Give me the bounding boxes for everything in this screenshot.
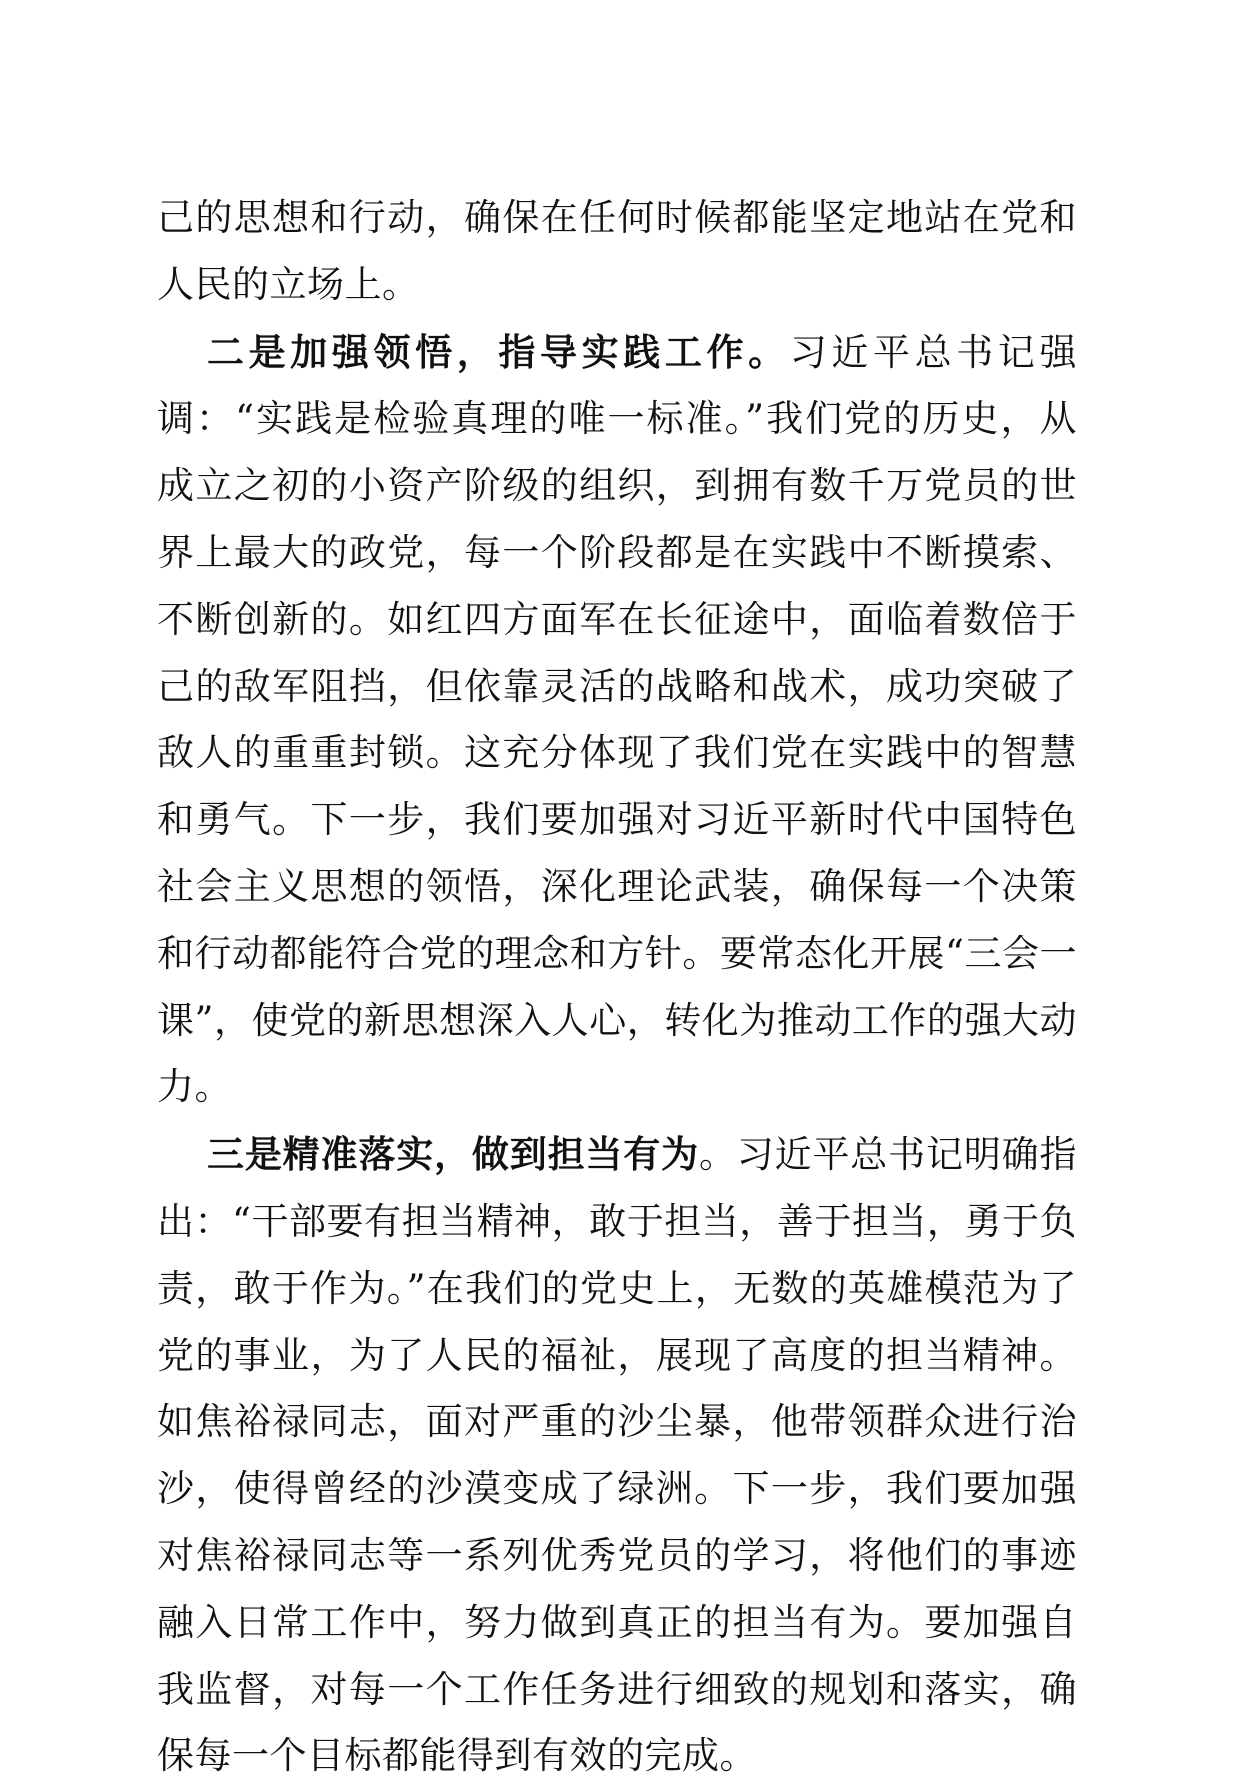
paragraph-text: 己的思想和行动，确保在任何时候都能坚定地站在党和人民的立场上。	[157, 196, 1077, 306]
paragraph-point-two	[157, 319, 1077, 1122]
paragraph-text: 习近平总书记强调：“实践是检验真理的唯一标准。”我们党的历史，从成立之初的小资产阶级的组织，到拥有数千万党员的世界上最大的政党，每一个阶段都是在实践中不断摸索、不断创新的。如红四方面军在长征途中，面临着数倍于己的敌军阻挡，但依靠灵活的战略和战术，成功突破了敌人的重重封锁。这充分体现了我们党在实践中的智慧和勇气。下一步，我们要加强对习近平新时代中国特色社会主义思想的领悟，深化理论武装，确保每一个决策和行动都能符合党的理念和方针。要常态化开展“三会一课”，使党的新思想深入人心，转化为推动工作的强大动力。	[157, 330, 1077, 1109]
paragraph-point-three	[157, 1121, 1077, 1790]
paragraph-continuation	[157, 185, 1077, 319]
paragraph-text: 。习近平总书记明确指出：“干部要有担当精神，敢于担当，善于担当，勇于负责，敢于作为。”在我们的党史上，无数的英雄模范为了党的事业，为了人民的福祉，展现了高度的担当精神。如焦裕禄同志，面对严重的沙尘暴，他带领群众进行治沙，使得曾经的沙漠变成了绿洲。下一步，我们要加强对焦裕禄同志等一系列优秀党员的学习，将他们的事迹融入日常工作中，努力做到真正的担当有为。要加强自我监督，对每一个工作任务进行细致的规划和落实，确保每一个目标都能得到有效的完成。	[157, 1133, 1078, 1778]
paragraph-lead-heading: 三是精准落实，做到担当有为	[207, 1132, 699, 1177]
document-body	[157, 185, 1077, 1790]
paragraph-lead-heading: 二是加强领悟，指导实践工作。	[207, 329, 790, 374]
